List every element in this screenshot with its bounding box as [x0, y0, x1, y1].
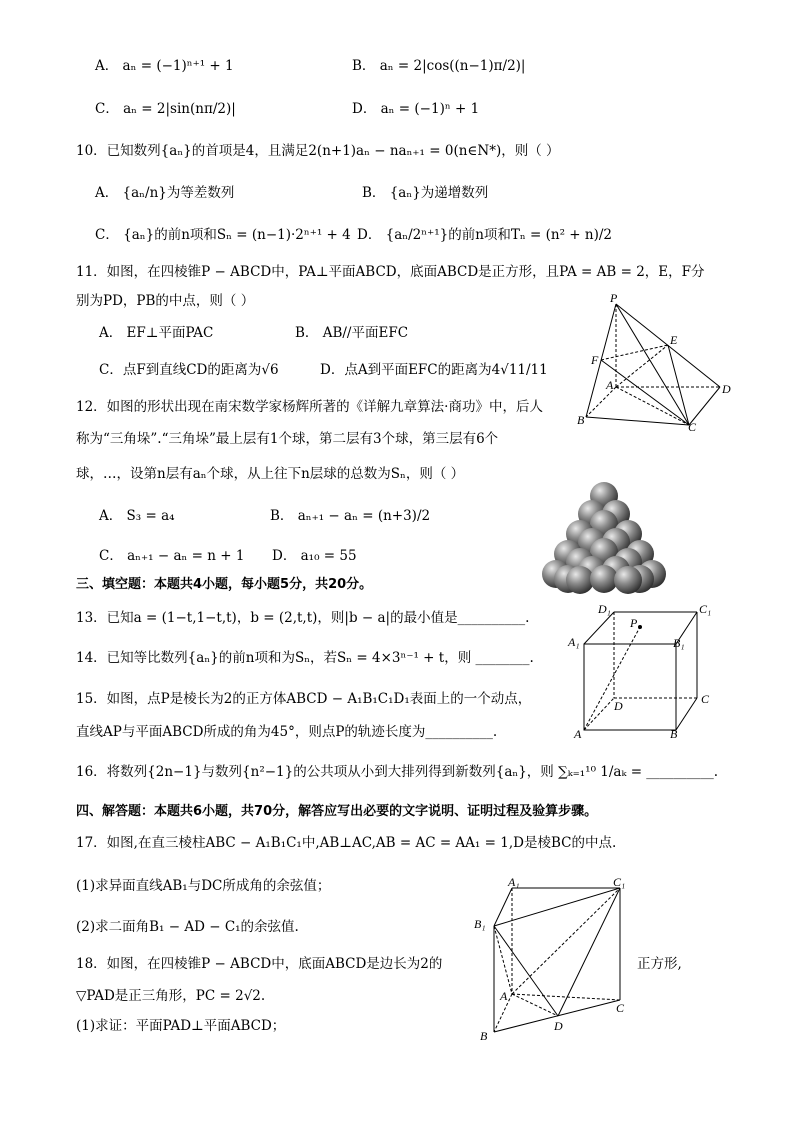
q11-stem-line2: 别为PD，PB的中点，则（ ） — [76, 293, 255, 309]
q18-line1-tail: 正方形, — [637, 956, 682, 972]
prism-figure — [470, 874, 635, 1046]
q17-stem: 17．如图,在直三棱柱ABC − A₁B₁C₁中,AB⊥AC,AB = AC = AA₁ = 1,D是棱BC的中点. — [76, 835, 617, 851]
q14-text: 14．已知等比数列{aₙ}的前n项和为Sₙ，若Sₙ = 4×3ⁿ⁻¹ + t，则 ________. — [76, 650, 534, 666]
q12-stem-line3: 球，…，设第n层有aₙ个球，从上往下n层球的总数为Sₙ，则（ ） — [76, 466, 465, 482]
q12-stem-line1: 12．如图的形状出现在南宋数学家杨辉所著的《详解九章算法·商功》中，后人 — [76, 399, 543, 415]
cube-label-a: A — [574, 727, 582, 741]
cube-label-b1: B₁ — [673, 636, 685, 650]
q10-option-d: D． {aₙ/2ⁿ⁺¹}的前n项和Tₙ = (n² + n)/2 — [357, 227, 612, 243]
pyramid-label-c: C — [688, 420, 697, 434]
section-4-heading: 四、解答题：本题共6小题，共70分，解答应写出必要的文字说明、证明过程及验算步骤。 — [76, 804, 598, 819]
q11-option-b: B． AB//平面EFC — [295, 325, 409, 341]
q13-text: 13．已知a = (1−t,1−t,t)，b = (2,t,t)，则|b − a|的最小值是__________. — [76, 610, 530, 626]
prism-label-a: A — [500, 989, 508, 1003]
q11-option-a: A． EF⊥平面PAC — [99, 325, 214, 341]
q11-option-d: D．点A到平面EFC的距离为4√11/11 — [320, 362, 548, 378]
q15-line1: 15．如图，点P是棱长为2的正方体ABCD − A₁B₁C₁D₁表面上的一个动点， — [76, 691, 532, 707]
q12-option-d: D． a₁₀ = 55 — [272, 548, 357, 564]
cube-figure — [566, 600, 716, 742]
q18-line2: ▽PAD是正三角形，PC = 2√2. — [76, 988, 266, 1004]
cube-label-p: P — [630, 616, 638, 630]
q18-line1: 18．如图，在四棱锥P − ABCD中，底面ABCD是边长为2的 — [76, 956, 443, 972]
prism-label-c: C — [616, 1001, 625, 1015]
q9-option-d: D． aₙ = (−1)ⁿ + 1 — [352, 101, 480, 117]
q10-stem: 10．已知数列{aₙ}的首项是4，且满足2(n+1)aₙ − naₙ₊₁ = 0(n∈N*)，则（ ） — [76, 143, 560, 159]
ball-stack-figure — [540, 478, 670, 596]
q10-option-a: A． {aₙ/n}为等差数列 — [95, 185, 235, 201]
q15-line2: 直线AP与平面ABCD所成的角为45°，则点P的轨迹长度为__________. — [76, 724, 498, 740]
q9-option-a: A． aₙ = (−1)ⁿ⁺¹ + 1 — [95, 58, 234, 74]
cube-label-c1: C₁ — [699, 602, 712, 616]
prism-label-b1: B₁ — [474, 917, 486, 931]
q9-option-c: C． aₙ = 2|sin(nπ/2)| — [95, 101, 236, 117]
cube-label-b: B — [670, 727, 678, 741]
q9-option-b: B． aₙ = 2|cos((n−1)π/2)| — [352, 58, 526, 74]
q12-option-c: C． aₙ₊₁ − aₙ = n + 1 — [99, 548, 245, 564]
prism-label-b: B — [480, 1029, 488, 1043]
prism-label-d: D — [554, 1019, 563, 1033]
q10-option-c: C． {aₙ}的前n项和Sₙ = (n−1)·2ⁿ⁺¹ + 4 — [95, 227, 351, 243]
pyramid-label-f: F — [591, 353, 599, 367]
q12-option-a: A． S₃ = a₄ — [99, 508, 175, 524]
pyramid-figure — [574, 292, 739, 432]
cube-label-d: D — [614, 699, 623, 713]
pyramid-label-d: D — [722, 382, 731, 396]
pyramid-label-b: B — [577, 413, 585, 427]
cube-label-c: C — [701, 692, 710, 706]
section-3-heading: 三、填空题：本题共4小题，每小题5分，共20分。 — [76, 577, 373, 592]
pyramid-label-e: E — [670, 333, 678, 347]
pyramid-label-a: A — [606, 378, 614, 392]
q18-part1: (1)求证：平面PAD⊥平面ABCD； — [76, 1018, 286, 1034]
q10-option-b: B． {aₙ}为递增数列 — [362, 185, 489, 201]
cube-label-a1: A₁ — [568, 635, 580, 649]
q16-text: 16．将数列{2n−1}与数列{n²−1}的公共项从小到大排列得到新数列{aₙ}，则 ∑ₖ₌₁¹⁰ 1/aₖ = __________. — [76, 764, 719, 780]
q12-stem-line2: 称为“三角垛”.“三角垛”最上层有1个球，第二层有3个球，第三层有6个 — [76, 431, 499, 447]
q11-stem-line1: 11．如图，在四棱锥P − ABCD中，PA⊥平面ABCD，底面ABCD是正方形，且PA = AB = 2，E，F分 — [76, 264, 705, 280]
prism-label-c1: C₁ — [613, 875, 626, 889]
q17-part1: (1)求异面直线AB₁与DC所成角的余弦值； — [76, 878, 331, 894]
q11-option-c: C．点F到直线CD的距离为√6 — [99, 362, 279, 378]
prism-label-a1: A₁ — [508, 875, 520, 889]
cube-label-d1: D₁ — [598, 602, 611, 616]
q17-part2: (2)求二面角B₁ − AD − C₁的余弦值. — [76, 919, 299, 935]
q12-option-b: B． aₙ₊₁ − aₙ = (n+3)/2 — [270, 508, 431, 524]
pyramid-label-p: P — [610, 291, 618, 305]
